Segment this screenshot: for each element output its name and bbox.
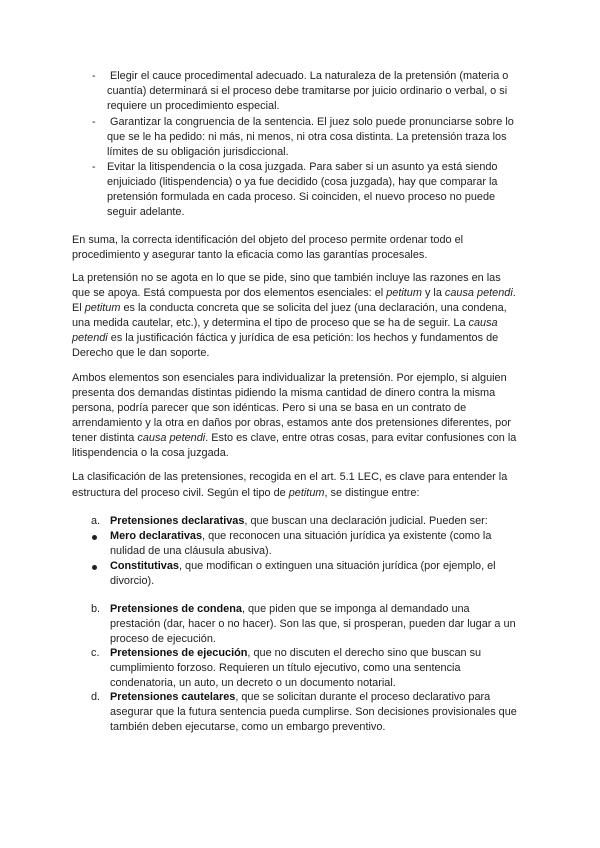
list-item-line: divorcio). — [110, 575, 155, 587]
list-item-line: Evitar la litispendencia o la cosa juzgada. Para saber si un asunto ya está siendo — [107, 161, 498, 173]
paragraph-line: El petitum es la conducta concreta que se solicita del juez (una declaración, una condena, — [72, 302, 507, 314]
list-item-line: cuantía) determinará si el proceso debe tramitarse por juicio ordinario o verbal, o si — [107, 85, 508, 97]
paragraph-line: procedimiento y asegurar tanto la eficacia como las garantías procesales. — [72, 249, 428, 261]
list-item-line: Pretensiones cautelares, que se solicitan durante el proceso declarativo para — [110, 691, 491, 703]
list-item-line: Pretensiones declarativas, que buscan una declaración judicial. Pueden ser: — [110, 515, 488, 527]
list-item-line: Garantizar la congruencia de la sentencia. El juez solo puede pronunciarse sobre lo — [110, 116, 514, 128]
list-item-line: proceso de ejecución. — [110, 633, 216, 645]
list-item-line: seguir adelante. — [107, 206, 185, 218]
list-item-line: condenatoria, un auto, un decreto o un documento notarial. — [110, 677, 396, 689]
paragraph-line: tener distinta causa petendi. Esto es clave, entre otras cosas, para evitar confusiones con la — [72, 432, 517, 444]
list-item-line: asegurar que la futura sentencia pueda cumplirse. Son decisiones provisionales que — [110, 706, 517, 718]
list-item-line: nulidad de una cláusula abusiva). — [110, 545, 272, 557]
list-marker: a. — [91, 515, 101, 527]
paragraph-line: Ambos elementos son esenciales para individualizar la pretensión. Por ejemplo, si alguien — [72, 372, 507, 384]
list-item-line: Pretensiones de condena, que piden que se imponga al demandado una — [110, 603, 470, 615]
paragraph-line: una medida cautelar, etc.), y determina el tipo de proceso que se ha de seguir. La causa — [72, 317, 498, 329]
paragraph-line: presenta dos demandas distintas pidiendo la misma cantidad de dinero contra la misma — [72, 387, 496, 399]
list-item-line: pretensión formulada en cada proceso. Si coinciden, el nuevo proceso no puede — [107, 191, 496, 203]
list-item-line: también deben ejecutarse, como un embargo preventivo. — [110, 721, 386, 733]
bullet-icon — [92, 535, 97, 540]
paragraph-line: arrendamiento y la otra en daños por obras, estamos ante dos pretensiones diferentes, por — [72, 417, 511, 429]
bullet-icon — [92, 565, 97, 570]
list-item-line: Constitutivas, que modifican o extinguen una situación jurídica (por ejemplo, el — [110, 560, 496, 572]
dash-marker: - — [92, 161, 96, 173]
paragraph-line: estructura del proceso civil. Según el tipo de petitum, se distingue entre: — [72, 487, 420, 499]
list-item-line: Elegir el cauce procedimental adecuado. La naturaleza de la pretensión (materia o — [110, 70, 509, 82]
list-item-line: enjuiciado (litispendencia) o ya fue decidido (cosa juzgada), hay que comparar la — [107, 176, 498, 188]
list-item-line: cumplimiento forzoso. Requieren un título ejecutivo, como una sentencia — [110, 662, 461, 674]
paragraph-line: La pretensión no se agota en lo que se pide, sino que también incluye las razones en las — [72, 272, 501, 284]
paragraph-line: Derecho que le dan soporte. — [72, 347, 210, 359]
list-item-line: Mero declarativas, que reconocen una situación jurídica ya existente (como la — [110, 530, 492, 542]
dash-marker: - — [92, 116, 96, 128]
list-marker: d. — [91, 691, 101, 703]
dash-marker: - — [92, 70, 96, 82]
paragraph-line: petendi es la justificación fáctica y jurídica de esa petición: los hechos y fundamentos de — [72, 332, 499, 344]
paragraph-line: La clasificación de las pretensiones, recogida en el art. 5.1 LEC, es clave para entender la — [72, 471, 508, 483]
list-item-line: Pretensiones de ejecución, que no discuten el derecho sino que buscan su — [110, 647, 482, 659]
list-marker: b. — [91, 603, 101, 615]
paragraph-line: En suma, la correcta identificación del objeto del proceso permite ordenar todo el — [72, 234, 464, 246]
paragraph-line: litispendencia o la cosa juzgada. — [72, 447, 229, 459]
paragraph-line: que se apoya. Está compuesta por dos elementos esenciales: el petitum y la causa petendi. — [72, 287, 516, 299]
list-marker: c. — [91, 647, 100, 659]
list-item-line: límites de su obligación jurisdiccional. — [107, 146, 289, 158]
list-item-line: que se le ha pedido: ni más, ni menos, ni otra cosa distinta. La pretensión traza los — [107, 131, 507, 143]
paragraph-line: persona, podría parecer que son idénticas. Pero si una se basa en un contrato de — [72, 402, 467, 414]
list-item-line: prestación (dar, hacer o no hacer). Son las que, si prosperan, pueden dar lugar a un — [110, 618, 516, 630]
list-item-line: requiere un procedimiento especial. — [107, 100, 280, 112]
